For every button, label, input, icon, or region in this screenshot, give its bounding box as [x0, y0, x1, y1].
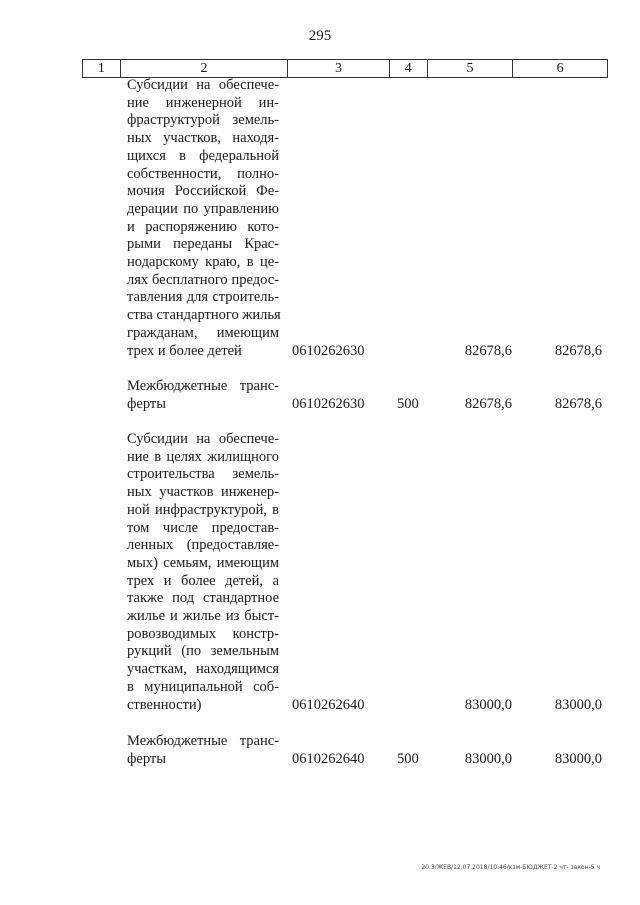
description-line: трех и более детей: [127, 342, 242, 359]
description-line: участкам, находящимся: [127, 661, 279, 678]
description-line: ленных (предоставляе-: [127, 537, 279, 554]
row-description: [127, 77, 279, 360]
amount-column-6: 82678,6: [554, 395, 602, 412]
description-line: ровозводимых констр-: [127, 625, 279, 642]
header-cell-1: 1: [83, 60, 121, 77]
description-line: ной инфраструктурой, в: [127, 501, 279, 518]
description-line: также под стандартное: [127, 590, 279, 607]
description-line: жилье и жилье из быст-: [127, 608, 279, 625]
header-cell-6: 6: [556, 61, 564, 76]
amount-column-5: 82678,6: [464, 395, 512, 412]
amount-column-6: 83000,0: [554, 696, 602, 713]
document-footer-code: 20.3/ЖЕВ/12.07.2018/10:46/кзм-БЮДЖЕТ-2 чт- закон-5 ч: [421, 864, 600, 871]
description-line: тавления для строитель-: [127, 289, 279, 306]
description-line: ственности): [127, 696, 202, 713]
row-description: [127, 378, 279, 413]
description-line: и распоряжению кото-: [127, 218, 279, 235]
row-description: [127, 431, 279, 714]
description-line: том числе предостав-: [127, 519, 279, 536]
description-line: ние в целях жилищного: [127, 448, 279, 465]
expense-type-code: 500: [397, 395, 419, 412]
description-line: ние инженерной ин-: [127, 94, 279, 111]
description-line: фраструктурой земель-: [127, 112, 279, 129]
description-line: дерации по управлению: [127, 200, 279, 217]
description-line: Межбюджетные транс-: [127, 378, 279, 394]
header-cell-3: 3: [288, 60, 390, 77]
description-line: ных участков, находя-: [127, 130, 279, 147]
row-description: [127, 733, 279, 768]
description-line: нодарскому краю, в це-: [127, 254, 279, 271]
description-line: собственности, полно-: [127, 165, 279, 182]
expense-type-code: 500: [397, 750, 419, 767]
description-line: Межбюджетные транс-: [127, 733, 279, 749]
description-line: ферты: [127, 750, 166, 767]
description-line: в муниципальной соб-: [127, 678, 279, 695]
description-line: рукций (по земельным: [127, 643, 279, 660]
table-header-row: [82, 59, 608, 78]
description-line: строительства земель-: [127, 466, 279, 483]
description-line: Субсидии на обеспече-: [127, 77, 279, 93]
header-cell-2: 2: [121, 60, 288, 77]
amount-column-5: 82678,6: [464, 342, 512, 359]
amount-column-6: 83000,0: [554, 750, 602, 767]
description-line: Субсидии на обеспече-: [127, 431, 279, 447]
description-line: ных участков инженер-: [127, 484, 279, 501]
description-line: рыми переданы Крас-: [127, 236, 279, 253]
description-line: гражданам, имеющим: [127, 324, 279, 341]
amount-column-5: 83000,0: [464, 696, 512, 713]
target-code: 0610262630: [292, 342, 365, 359]
amount-column-5: 83000,0: [464, 750, 512, 767]
description-line: мочия Российской Фе-: [127, 183, 279, 200]
description-line: щихся в федеральной: [127, 147, 279, 164]
description-line: трех и более детей, а: [127, 572, 279, 589]
description-line: ства стандартного жилья: [127, 307, 281, 324]
description-line: лях бесплатного предос-: [127, 271, 279, 288]
target-code: 0610262640: [292, 750, 365, 767]
description-line: мых) семьям, имеющим: [127, 554, 279, 571]
target-code: 0610262630: [292, 395, 365, 412]
header-cell-5: 5: [428, 60, 514, 77]
header-cell-4: 4: [390, 60, 428, 77]
page-number: 295: [308, 28, 332, 44]
amount-column-6: 82678,6: [554, 342, 602, 359]
description-line: ферты: [127, 395, 166, 412]
target-code: 0610262640: [292, 696, 365, 713]
